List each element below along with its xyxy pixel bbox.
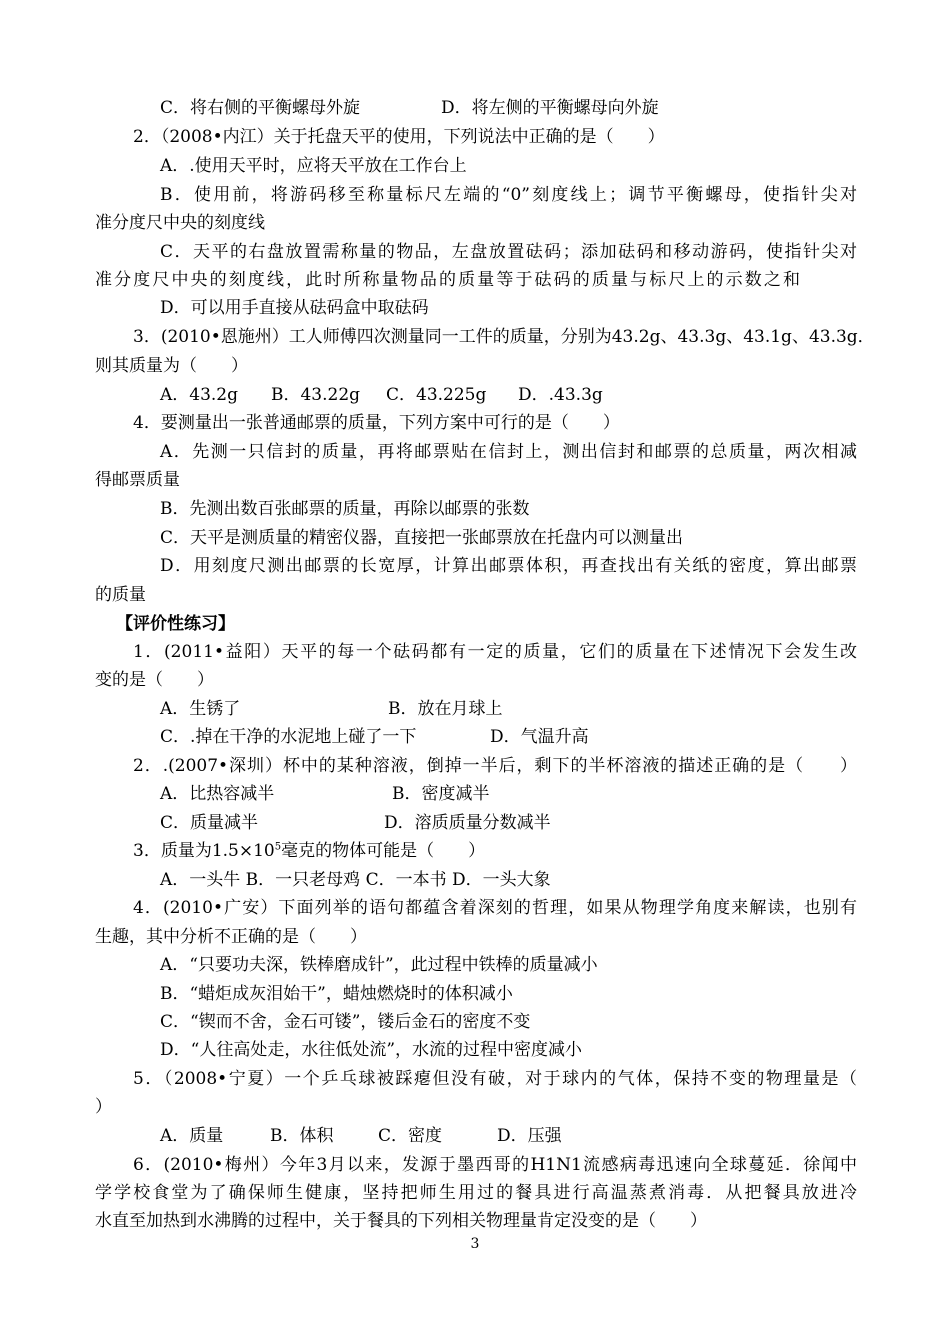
q1-option-c: C．将右侧的平衡螺母外旋 xyxy=(160,98,361,118)
eq5-option-b: B．体积 xyxy=(270,1126,334,1146)
eq3-text-end: 毫克的物体可能是（ ） xyxy=(281,841,486,861)
q2-option-b-cont: 准分度尺中央的刻度线 xyxy=(95,213,265,233)
eval-question-4: 4．(2010•广安）下面列举的语句都蕴含着深刻的哲理，如果从物理学角度来解读，也别有 xyxy=(133,898,857,918)
q3-option-c: C．43.225g xyxy=(386,385,487,405)
eq2-option-a: A．比热容减半 xyxy=(160,784,275,804)
q4-option-d-cont: 的质量 xyxy=(95,585,146,605)
question-4: 4．要测量出一张普通邮票的质量，下列方案中可行的是（ ） xyxy=(133,413,620,433)
q3-option-d: D．.43.3g xyxy=(518,385,603,405)
q2-option-c: C．天平的右盘放置需称量的物品，左盘放置砝码；添加砝码和移动游码，使指针尖对 xyxy=(160,242,857,262)
eq2-option-d: D．溶质质量分数减半 xyxy=(384,813,551,833)
q3-option-b: B．43.22g xyxy=(271,385,361,405)
eval-question-3 xyxy=(133,841,485,861)
q2-option-a: A．.使用天平时，应将天平放在工作台上 xyxy=(160,156,467,176)
eq1-option-c: C．.掉在干净的水泥地上碰了一下 xyxy=(160,727,417,747)
q4-option-b: B．先测出数百张邮票的质量，再除以邮票的张数 xyxy=(160,499,530,519)
eq4-option-c: C．“锲而不舍，金石可镂”，镂后金石的密度不变 xyxy=(160,1012,531,1032)
eval-question-4-cont: 生趣，其中分析不正确的是（ ） xyxy=(95,927,367,947)
eq5-option-c: C．密度 xyxy=(378,1126,443,1146)
eq4-option-a: A．“只要功夫深，铁棒磨成针”，此过程中铁棒的质量减小 xyxy=(160,955,598,975)
question-3: 3．(2010•恩施州）工人师傅四次测量同一工件的质量，分别为43.2g、43.3g、43.1g、43.3g． xyxy=(133,327,875,347)
eval-question-1-cont: 变的是（ ） xyxy=(95,670,214,690)
q2-option-d: D．可以用手直接从砝码盒中取砝码 xyxy=(160,298,429,318)
q1-option-d: D．将左侧的平衡螺母向外旋 xyxy=(441,98,659,118)
q4-option-c: C．天平是测质量的精密仪器，直接把一张邮票放在托盘内可以测量出 xyxy=(160,528,684,548)
eq2-option-b: B．密度减半 xyxy=(392,784,490,804)
q4-option-d: D．用刻度尺测出邮票的长宽厚，计算出邮票体积，再查找出有关纸的密度，算出邮票 xyxy=(160,556,857,576)
eval-question-6: 6．(2010•梅州）今年3月以来，发源于墨西哥的H1N1流感病毒迅速向全球蔓延．徐闻中 xyxy=(133,1155,857,1175)
q4-option-a-cont: 得邮票质量 xyxy=(95,470,180,490)
page-number: 3 xyxy=(470,1236,480,1252)
q2-option-b: B．使用前，将游码移至称量标尺左端的“0”刻度线上；调节平衡螺母，使指针尖对 xyxy=(160,185,857,205)
question-2: 2．（2008•内江）关于托盘天平的使用，下列说法中正确的是（ ） xyxy=(133,127,665,147)
eq3-exponent: 5 xyxy=(274,841,282,853)
eq3-options: A．一头牛 B．一只老母鸡 C．一本书 D．一头大象 xyxy=(160,870,551,890)
eq1-option-d: D．气温升高 xyxy=(490,727,589,747)
q4-option-a: A．先测一只信封的质量，再将邮票贴在信封上，测出信封和邮票的总质量，两次相减 xyxy=(160,442,857,462)
eval-question-6-cont-1: 学学校食堂为了确保师生健康，坚持把师生用过的餐具进行高温蒸煮消毒．从把餐具放进冷 xyxy=(95,1183,857,1203)
eq5-option-d: D．压强 xyxy=(497,1126,562,1146)
eq4-option-d: D．“人往高处走，水往低处流”，水流的过程中密度减小 xyxy=(160,1040,583,1060)
eval-question-2: 2．.(2007•深圳）杯中的某种溶液，倒掉一半后，剩下的半杯溶液的描述正确的是（ ） xyxy=(133,756,857,776)
eq2-option-c: C．质量减半 xyxy=(160,813,259,833)
eq5-option-a: A．质量 xyxy=(160,1126,224,1146)
eq3-text-start: 3．质量为1.5×10 xyxy=(133,841,275,861)
eval-question-1: 1．(2011•益阳）天平的每一个砝码都有一定的质量，它们的质量在下述情况下会发生改 xyxy=(133,642,857,662)
section-heading: 【评价性练习】 xyxy=(116,614,235,634)
eval-question-5-cont: ） xyxy=(95,1097,112,1117)
q3-option-a: A．43.2g xyxy=(160,385,239,405)
eq1-option-a: A．生锈了 xyxy=(160,699,241,719)
eval-question-5: 5．（2008•宁夏）一个乒乓球被踩瘪但没有破，对于球内的气体，保持不变的物理量是（ xyxy=(133,1069,857,1089)
eval-question-6-cont-2: 水直至加热到水沸腾的过程中，关于餐具的下列相关物理量肯定没变的是（ ） xyxy=(95,1211,707,1231)
eq1-option-b: B．放在月球上 xyxy=(388,699,503,719)
eq4-option-b: B．“蜡炬成灰泪始干”，蜡烛燃烧时的体积减小 xyxy=(160,984,513,1004)
q2-option-c-cont: 准分度尺中央的刻度线，此时所称量物品的质量等于砝码的质量与标尺上的示数之和 xyxy=(95,270,800,290)
question-3-cont: 则其质量为（ ） xyxy=(95,356,248,376)
